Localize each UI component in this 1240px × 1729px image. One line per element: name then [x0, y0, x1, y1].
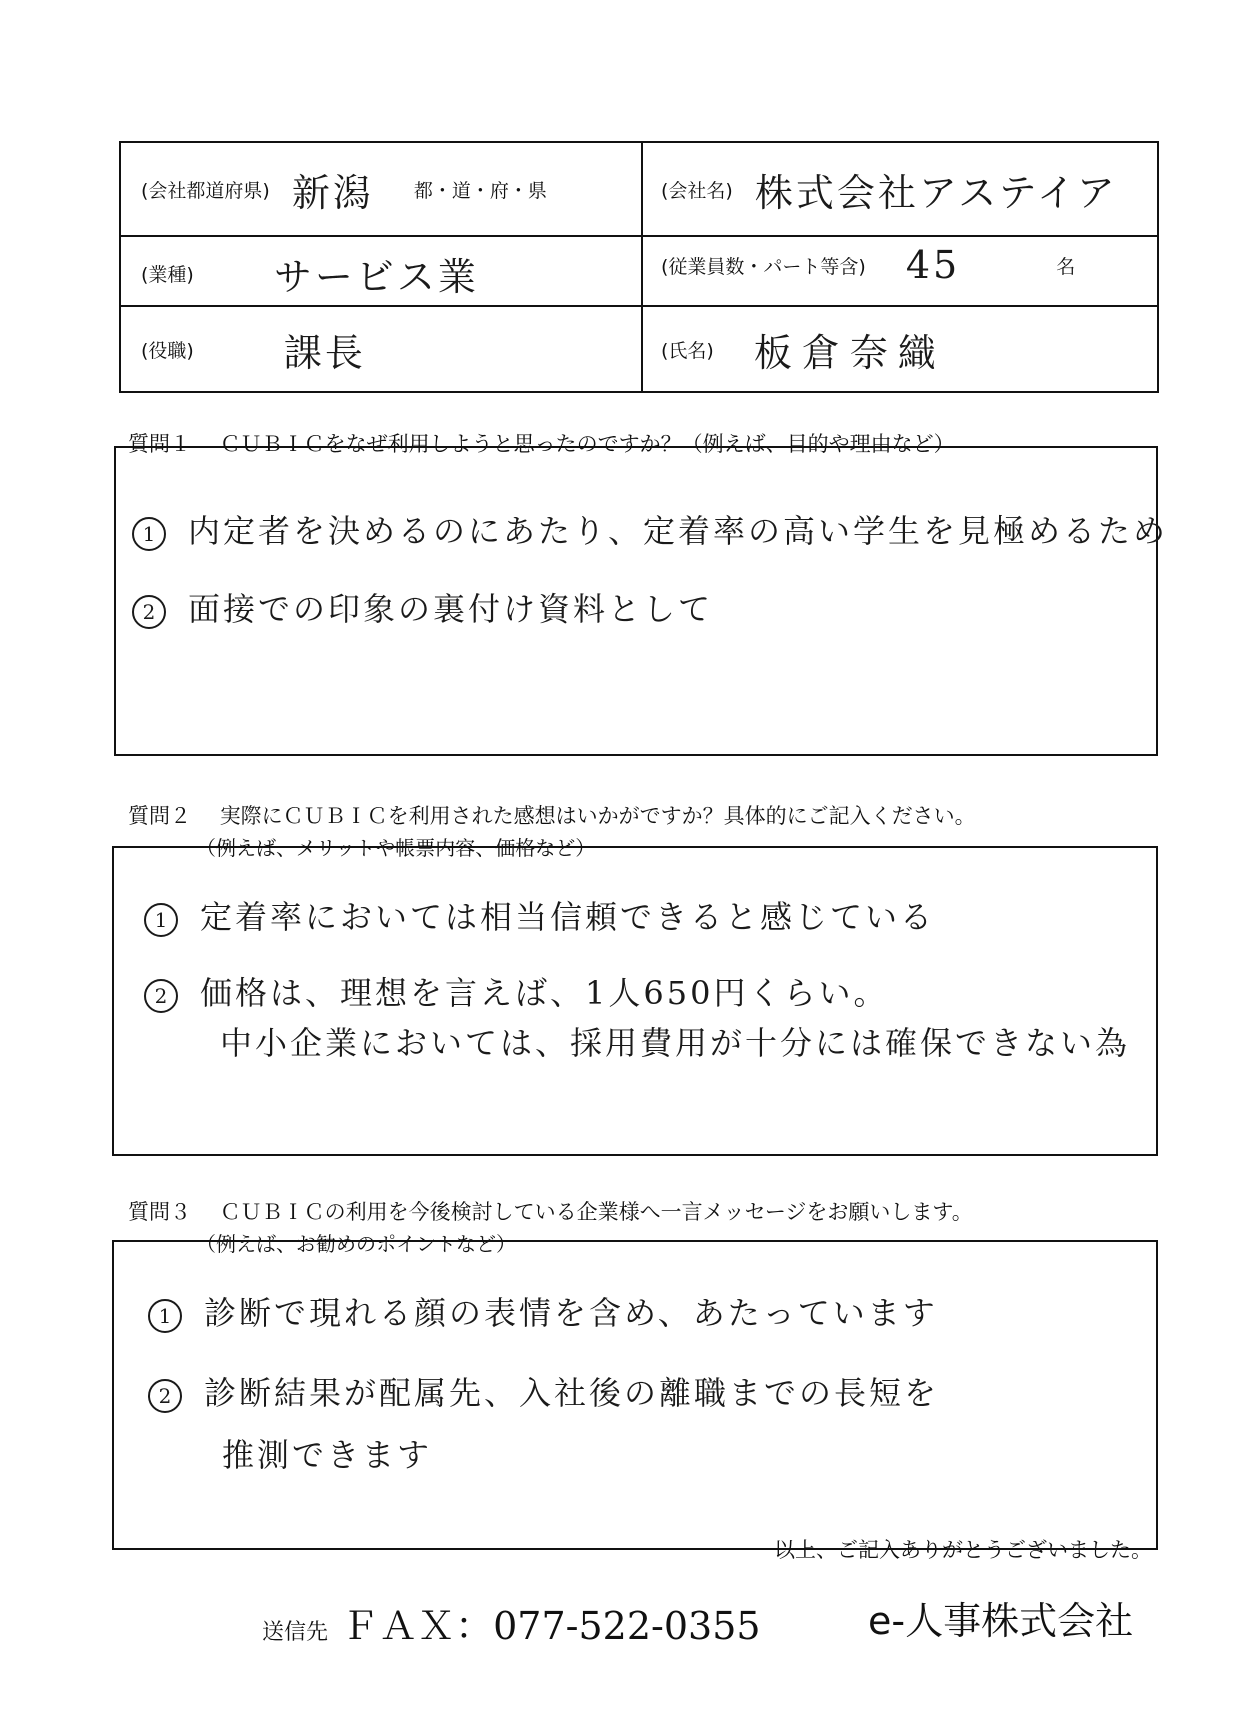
- company-cell: [661, 147, 1151, 231]
- employees-cell: [661, 223, 1151, 307]
- employees-unit: 名: [1056, 255, 1076, 278]
- question-3-number: 質問３: [128, 1200, 191, 1224]
- answer-text: 診断で現れる顔の表情を含め、あたっています: [204, 1294, 938, 1332]
- company-value: 株式会社アステイア: [754, 170, 1118, 215]
- circle-number-icon: 2: [132, 595, 166, 629]
- prefecture-value: 新潟: [291, 170, 374, 215]
- circle-number-icon: 1: [148, 1299, 182, 1333]
- circle-number-icon: 2: [144, 979, 178, 1013]
- answer-text: 定着率においては相当信頼できると感じている: [200, 898, 936, 936]
- circle-number-icon: 2: [148, 1379, 182, 1413]
- answer-1-line: [132, 584, 713, 630]
- position-cell: [141, 307, 641, 391]
- answer-text: 内定者を決めるのにあたり、定着率の高い学生を見極めるため: [188, 512, 1169, 550]
- name-value: 板倉奈織: [753, 330, 946, 375]
- prefecture-cell: [141, 147, 641, 231]
- question-1-number: 質問１: [128, 432, 191, 456]
- company-info-table: [119, 141, 1159, 393]
- prefecture-label: (会社都道府県): [141, 179, 270, 202]
- table-divider: [641, 143, 643, 391]
- send-to-label: 送信先: [262, 1620, 329, 1645]
- answer-3-line: [148, 1368, 939, 1414]
- fax-number: ＦＡＸ：077-522-0355: [341, 1604, 761, 1648]
- employees-label: (従業員数・パート等含): [661, 255, 866, 278]
- question-2-example: （例えば、メリットや帳票内容、価格など）: [196, 836, 596, 860]
- answer-2-line: [144, 968, 888, 1014]
- question-1-text: ＣＵＢＩＣをなぜ利用しようと思ったのですか？（例えば、目的や理由など）: [219, 432, 955, 456]
- answer-3-line: [148, 1288, 938, 1334]
- answer-2-line: [144, 892, 935, 938]
- circle-number-icon: 1: [144, 903, 178, 937]
- answer-text: 中小企業においては、採用費用が十分には確保できない為: [220, 1024, 1131, 1062]
- answer-text: 面接での印象の裏付け資料として: [188, 590, 714, 628]
- question-3-text: ＣＵＢＩＣの利用を今後検討している企業様へ一言メッセージをお願いします。: [219, 1200, 973, 1224]
- company-label: (会社名): [661, 179, 733, 202]
- answer-3-line: [222, 1430, 432, 1476]
- industry-label: (業種): [141, 263, 194, 286]
- answer-text: 推測できます: [222, 1436, 433, 1474]
- question-3-example: （例えば、お勧めのポイントなど）: [196, 1232, 516, 1256]
- answer-text: 診断結果が配属先、入社後の離職までの長短を: [204, 1374, 940, 1412]
- fax-line: [262, 1595, 761, 1650]
- question-2-number: 質問２: [128, 804, 191, 828]
- thanks-message: 以上、ご記入ありがとうございました。: [774, 1538, 1152, 1562]
- name-label: (氏名): [661, 339, 714, 362]
- industry-cell: [141, 231, 641, 315]
- question-3: [128, 1196, 973, 1226]
- employees-value: 45: [905, 243, 961, 287]
- question-2: [128, 800, 976, 830]
- question-2-text: 実際にＣＵＢＩＣを利用された感想はいかがですか？具体的にご記入ください。: [219, 804, 976, 828]
- answer-text: 価格は、理想を言えば、1人650円くらい。: [200, 974, 889, 1012]
- position-value: 課長: [283, 330, 366, 375]
- industry-value: サービス業: [273, 254, 479, 299]
- prefecture-suffix: 都・道・府・県: [413, 179, 547, 202]
- answer-2-line: [220, 1018, 1130, 1064]
- position-label: (役職): [141, 339, 194, 362]
- circle-number-icon: 1: [132, 517, 166, 551]
- answer-1-line: [132, 506, 1168, 552]
- name-cell: [661, 307, 1151, 391]
- footer-company: e-人事株式会社: [868, 1599, 1134, 1643]
